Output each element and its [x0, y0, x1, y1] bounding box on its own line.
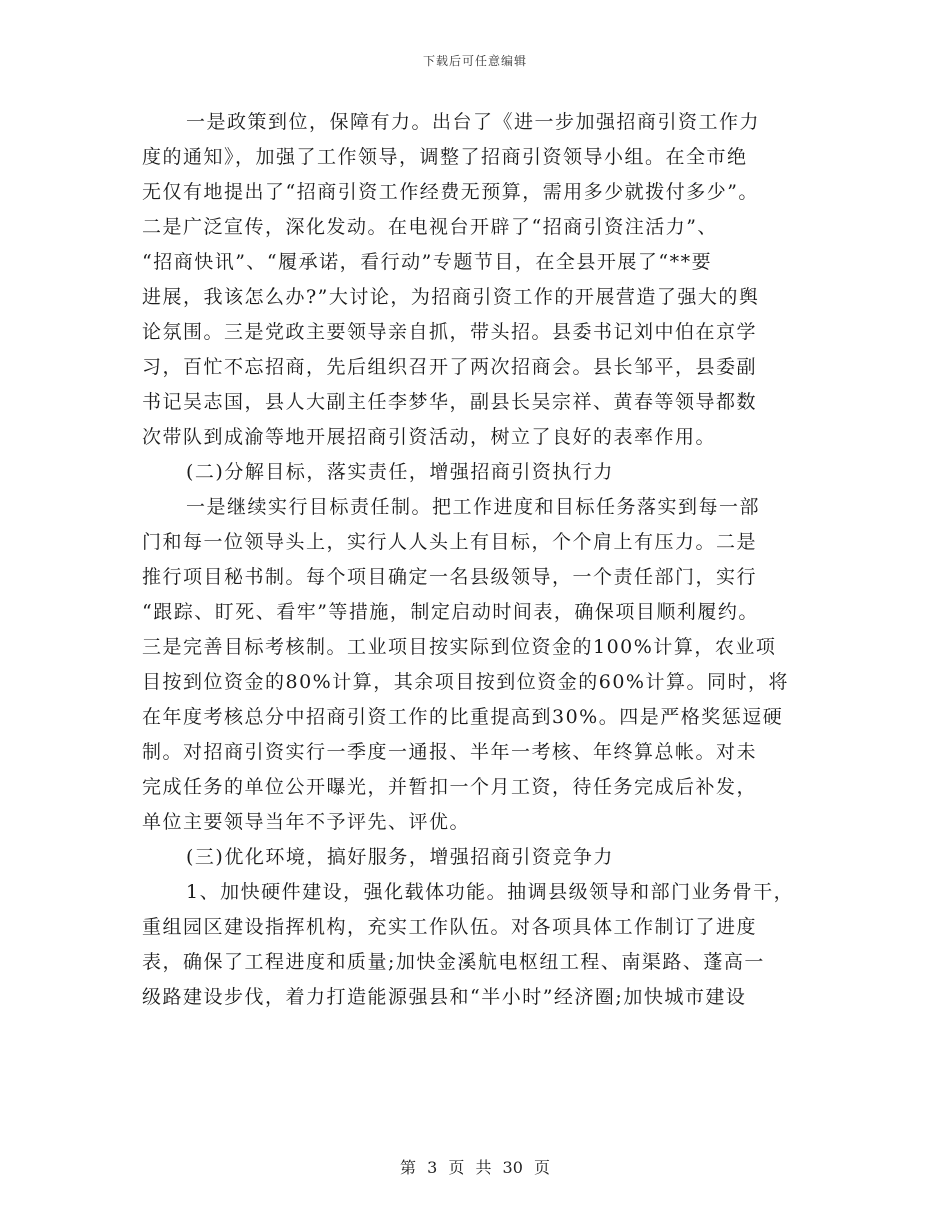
footer-suffix: 页 [534, 1158, 551, 1177]
text-line: 一是继续实行目标责任制。把工作进度和目标任务落实到每一部 [186, 496, 761, 518]
text-line: 重组园区建设指挥机构，充实工作队伍。对各项具体工作制订了进度 [142, 916, 758, 938]
footer-mid: 页 共 [448, 1158, 492, 1177]
current-page-number: 3 [427, 1158, 438, 1177]
text-line: 进展，我该怎么办?”大讨论，为招商引资工作的开展营造了强大的舆 [142, 286, 760, 308]
text-line: 三是完善目标考核制。工业项目按实际到位资金的100%计算，农业项 [142, 636, 777, 658]
footer-prefix: 第 [399, 1158, 416, 1177]
text-line: “跟踪、盯死、看牢”等措施，制定启动时间表，确保项目顺利履约。 [142, 601, 759, 623]
section-heading: (二)分解目标，落实责任，增强招商引资执行力 [186, 461, 614, 483]
text-line: 习，百忙不忘招商，先后组织召开了两次招商会。县长邹平，县委副 [142, 356, 758, 378]
text-line: 制。对招商引资实行一季度一通报、半年一考核、年终算总帐。对未 [142, 741, 758, 763]
text-line: 次带队到成渝等地开展招商引资活动，树立了良好的表率作用。 [142, 426, 717, 448]
text-line: 无仅有地提出了“招商引资工作经费无预算，需用多少就拨付多少”。 [142, 181, 759, 203]
text-line: 论氛围。三是党政主要领导亲自抓，带头招。县委书记刘中伯在京学 [142, 321, 758, 343]
section-heading: (三)优化环境，搞好服务，增强招商引资竞争力 [186, 846, 614, 868]
text-line: 级路建设步伐，着力打造能源强县和“半小时”经济圈;加快城市建设 [142, 986, 747, 1008]
text-line: 1、加快硬件建设，强化载体功能。抽调县级领导和部门业务骨干， [186, 881, 795, 903]
body-text [142, 105, 807, 1015]
text-line: “招商快讯”、“履承诺，看行动”专题节目，在全县开展了“**要 [142, 251, 713, 273]
text-line: 目按到位资金的80%计算，其余项目按到位资金的60%计算。同时，将 [142, 671, 789, 693]
text-line: 一是政策到位，保障有力。出台了《进一步加强招商引资工作力 [186, 111, 761, 133]
text-line: 二是广泛宣传，深化发动。在电视台开辟了“招商引资注活力”、 [142, 216, 718, 238]
total-pages-number: 30 [502, 1158, 523, 1177]
text-line: 单位主要领导当年不予评先、评优。 [142, 811, 471, 833]
text-line: 推行项目秘书制。每个项目确定一名县级领导，一个责任部门，实行 [142, 566, 758, 588]
text-line: 书记吴志国，县人大副主任李梦华，副县长吴宗祥、黄春等领导都数 [142, 391, 758, 413]
text-line: 完成任务的单位公开曝光，并暂扣一个月工资，待任务完成后补发， [142, 776, 758, 798]
text-line: 表，确保了工程进度和质量;加快金溪航电枢纽工程、南渠路、蓬高一 [142, 951, 765, 973]
text-line: 度的通知》，加强了工作领导，调整了招商引资领导小组。在全市绝 [142, 146, 748, 168]
text-line: 在年度考核总分中招商引资工作的比重提高到30%。四是严格奖惩逗硬 [142, 706, 784, 728]
text-line: 门和每一位领导头上，实行人人头上有目标，个个肩上有压力。二是 [142, 531, 758, 553]
page-footer [0, 1155, 950, 1178]
page-header: 下载后可任意编辑 [422, 54, 527, 68]
